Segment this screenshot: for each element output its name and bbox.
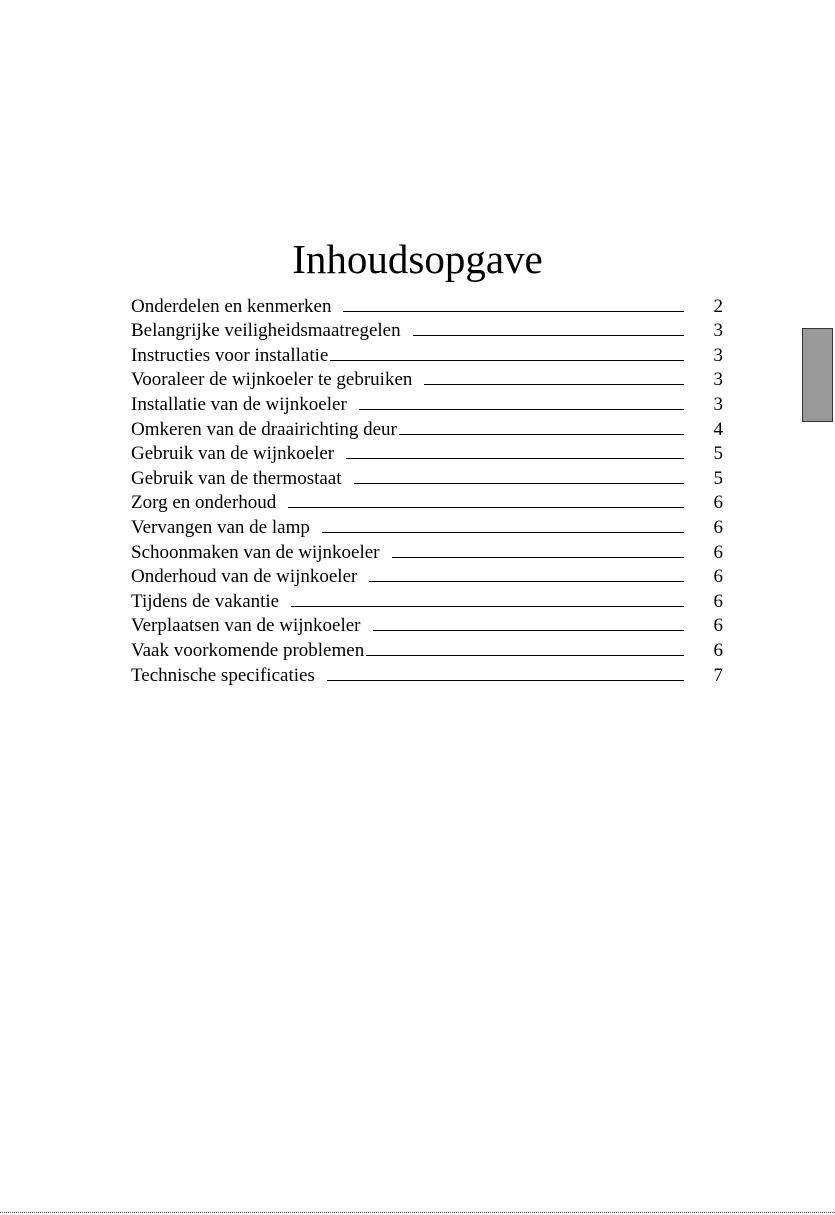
toc-entry-page: 6 xyxy=(713,541,723,563)
toc-leader-line xyxy=(373,630,685,631)
toc-entry-title: Schoonmaken van de wijnkoeler xyxy=(131,541,380,563)
toc-leader-line xyxy=(330,360,684,361)
toc-entry-page: 6 xyxy=(713,516,723,538)
toc-entry-title: Zorg en onderhoud xyxy=(131,492,277,514)
toc-entry-page: 3 xyxy=(713,344,723,366)
toc-entry-title: Tijdens de vakantie xyxy=(131,590,280,612)
toc-entry-title: Instructies voor installatie xyxy=(131,344,329,366)
toc-entry xyxy=(131,564,723,589)
toc-entry-page: 6 xyxy=(713,590,723,612)
toc-entry-page: 6 xyxy=(713,639,723,661)
toc-leader-line xyxy=(399,434,684,435)
toc-entry-title: Omkeren van de draairichting deur xyxy=(131,418,397,440)
toc-leader-line xyxy=(346,458,684,459)
toc-entry xyxy=(131,367,723,392)
toc-entry xyxy=(131,465,723,490)
toc-entry xyxy=(131,588,723,613)
toc-leader-line xyxy=(322,532,684,533)
table-of-contents xyxy=(131,293,723,687)
toc-entry-page: 7 xyxy=(713,664,723,686)
toc-leader-line xyxy=(413,335,684,336)
toc-entry xyxy=(131,539,723,564)
toc-leader-line xyxy=(392,557,684,558)
toc-entry-page: 2 xyxy=(713,295,723,317)
toc-entry xyxy=(131,613,723,638)
toc-leader-line xyxy=(424,384,684,385)
toc-entry xyxy=(131,342,723,367)
toc-entry-title: Belangrijke veiligheidsmaatregelen xyxy=(131,320,401,342)
toc-entry-title: Gebruik van de wijnkoeler xyxy=(131,443,335,465)
toc-entry-page: 3 xyxy=(713,320,723,342)
toc-entry xyxy=(131,391,723,416)
toc-entry-title: Onderdelen en kenmerken xyxy=(131,295,332,317)
toc-entry-title: Technische specificaties xyxy=(131,664,315,686)
toc-entry-page: 5 xyxy=(713,467,723,489)
toc-leader-line xyxy=(327,680,684,681)
toc-leader-line xyxy=(369,581,684,582)
toc-entry-title: Verplaatsen van de wijnkoeler xyxy=(131,615,361,637)
toc-entry-page: 3 xyxy=(713,369,723,391)
toc-entry xyxy=(131,662,723,687)
toc-entry-page: 4 xyxy=(713,418,723,440)
toc-leader-line xyxy=(366,655,684,656)
toc-entry xyxy=(131,318,723,343)
toc-entry-page: 3 xyxy=(713,393,723,415)
toc-entry xyxy=(131,490,723,515)
toc-entry-page: 6 xyxy=(713,615,723,637)
language-tab-marker xyxy=(802,328,833,422)
toc-entry xyxy=(131,637,723,662)
toc-entry-page: 6 xyxy=(713,566,723,588)
toc-entry xyxy=(131,293,723,318)
toc-entry xyxy=(131,514,723,539)
toc-entry-title: Gebruik van de thermostaat xyxy=(131,467,342,489)
toc-leader-line xyxy=(359,409,684,410)
toc-entry-title: Installatie van de wijnkoeler xyxy=(131,393,347,415)
page-title: Inhoudsopgave xyxy=(292,236,543,283)
toc-entry xyxy=(131,441,723,466)
toc-entry-title: Vaak voorkomende problemen xyxy=(131,639,365,661)
toc-entry xyxy=(131,416,723,441)
toc-leader-line xyxy=(354,483,684,484)
toc-leader-line xyxy=(288,507,684,508)
toc-entry-page: 5 xyxy=(713,443,723,465)
toc-entry-title: Onderhoud van de wijnkoeler xyxy=(131,566,358,588)
page-bottom-border xyxy=(0,1212,835,1213)
toc-entry-page: 6 xyxy=(713,492,723,514)
toc-entry-title: Vervangen van de lamp xyxy=(131,516,310,538)
toc-entry-title: Vooraleer de wijnkoeler te gebruiken xyxy=(131,369,413,391)
toc-leader-line xyxy=(291,606,684,607)
toc-leader-line xyxy=(343,311,684,312)
